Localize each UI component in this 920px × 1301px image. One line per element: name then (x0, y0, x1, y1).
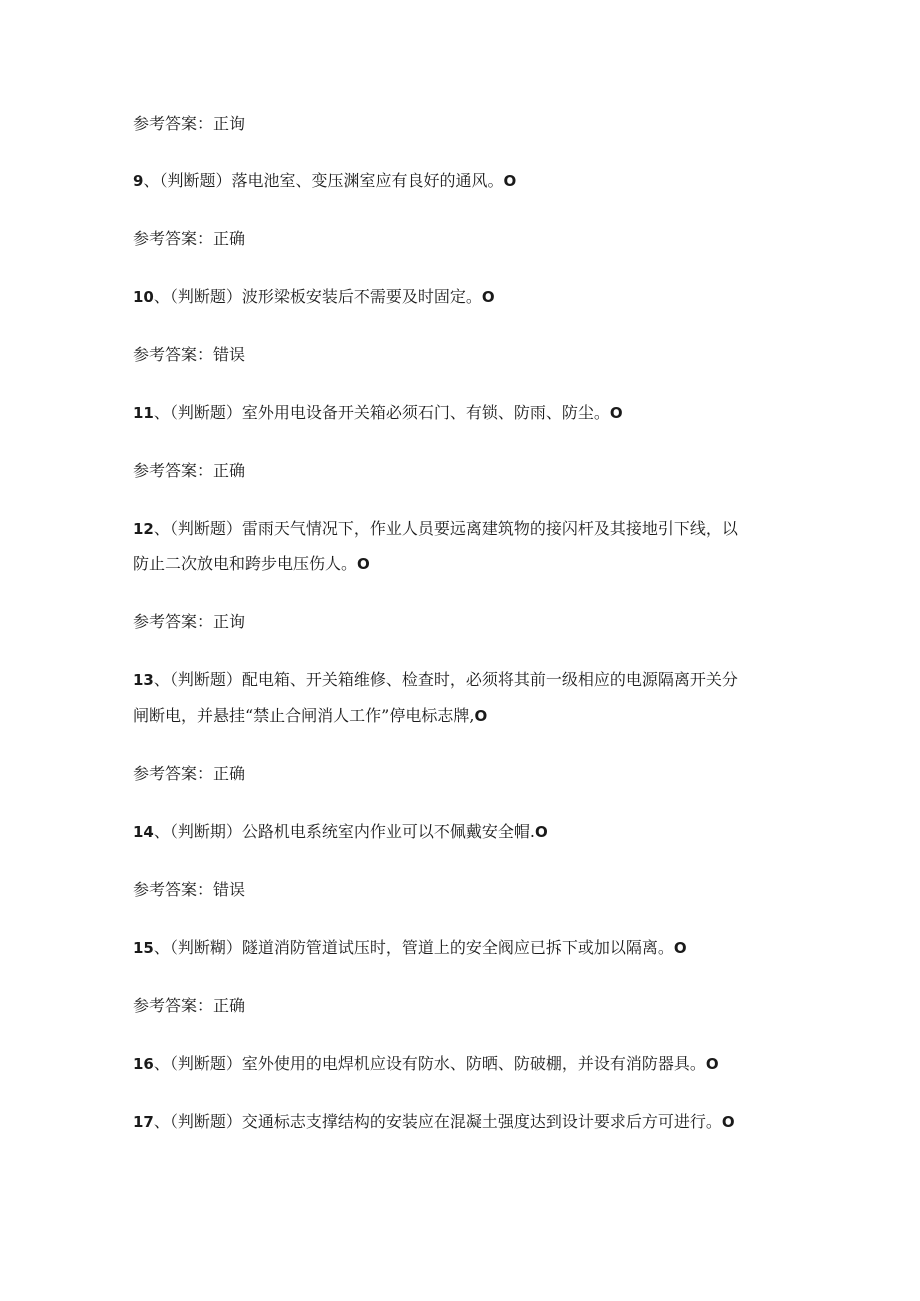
question-text: （判断题）室外用电设备开关箱必须石门、有锁、防雨、防尘。 (169, 403, 610, 422)
question-line (133, 1054, 719, 1074)
answer-value: 正询 (213, 612, 246, 631)
question-number: 17 (133, 1113, 154, 1131)
answer-mark: O (481, 288, 495, 306)
answer-mark: O (503, 172, 517, 190)
answer-line (133, 996, 245, 1016)
answer-mark: O (609, 404, 623, 422)
answer-line (133, 880, 245, 900)
answer-line (133, 764, 245, 784)
question-number: 11 (133, 404, 154, 422)
question-text: 防止二次放电和跨步电压伤人。 (133, 554, 358, 573)
question-line (133, 670, 738, 690)
question-separator: 、 (153, 287, 170, 306)
answer-mark: O (721, 1113, 735, 1131)
question-separator: 、 (153, 1054, 170, 1073)
answer-label: 参考答案： (133, 114, 214, 133)
answer-value: 正确 (213, 229, 246, 248)
answer-label: 参考答案： (133, 996, 214, 1015)
question-line (133, 1112, 735, 1132)
answer-label: 参考答案： (133, 345, 214, 364)
question-line (133, 519, 738, 539)
question-line (133, 938, 687, 958)
question-line (133, 403, 623, 423)
answer-value: 错误 (213, 880, 246, 899)
question-number: 12 (133, 520, 154, 538)
answer-mark: O (474, 707, 488, 725)
answer-label: 参考答案： (133, 880, 214, 899)
answer-value: 正确 (213, 996, 246, 1015)
question-number: 14 (133, 823, 154, 841)
question-text: 闸断电，并悬挂“禁止合闸消人工作”停电标志牌, (133, 706, 475, 725)
question-text: （判断题）交通标志支撑结构的安装应在混凝土强度达到设计要求后方可进行。 (169, 1112, 722, 1131)
question-separator: 、 (153, 403, 170, 422)
question-text: （判断题）配电箱、开关箱维修、检查时，必须将其前一级相应的电源隔离开关分 (169, 670, 738, 689)
answer-line (133, 612, 245, 632)
question-continuation (133, 706, 487, 726)
question-line (133, 171, 516, 191)
answer-label: 参考答案： (133, 461, 214, 480)
question-number: 15 (133, 939, 154, 957)
answer-line (133, 229, 245, 249)
answer-label: 参考答案： (133, 764, 214, 783)
question-text: （判断期）公路机电系统室内作业可以不佩戴安全帽. (169, 822, 535, 841)
question-number: 9 (133, 172, 144, 190)
answer-mark: O (357, 555, 370, 573)
question-number: 16 (133, 1055, 154, 1073)
question-line (133, 822, 548, 842)
question-separator: 、 (143, 171, 160, 190)
question-line (133, 287, 495, 307)
question-separator: 、 (153, 519, 170, 538)
question-text: （判断题）雷雨天气情况下，作业人员要远离建筑物的接闪杆及其接地引下线，以 (169, 519, 738, 538)
question-text: （判断题）落电池室、变压渊室应有良好的通风。 (159, 171, 504, 190)
question-separator: 、 (153, 822, 170, 841)
question-separator: 、 (153, 938, 170, 957)
answer-mark: O (673, 939, 687, 957)
answer-value: 正确 (213, 764, 246, 783)
question-number: 13 (133, 671, 154, 689)
question-text: （判断题）波形梁板安装后不需要及时固定。 (169, 287, 482, 306)
answer-line (133, 461, 245, 481)
answer-mark: O (705, 1055, 719, 1073)
question-continuation (133, 554, 370, 574)
answer-label: 参考答案： (133, 612, 214, 631)
answer-value: 错误 (213, 345, 246, 364)
answer-line (133, 345, 245, 365)
question-text: （判断糊）隧道消防管道试压时，管道上的安全阀应已拆下或加以隔离。 (169, 938, 674, 957)
answer-label: 参考答案： (133, 229, 214, 248)
question-text: （判断题）室外使用的电焊机应设有防水、防晒、防破棚，并设有消防器具。 (169, 1054, 706, 1073)
question-number: 10 (133, 288, 154, 306)
question-separator: 、 (153, 1112, 170, 1131)
answer-line (133, 114, 245, 134)
question-separator: 、 (153, 670, 170, 689)
answer-mark: O (534, 823, 548, 841)
answer-value: 正询 (213, 114, 246, 133)
answer-value: 正确 (213, 461, 246, 480)
